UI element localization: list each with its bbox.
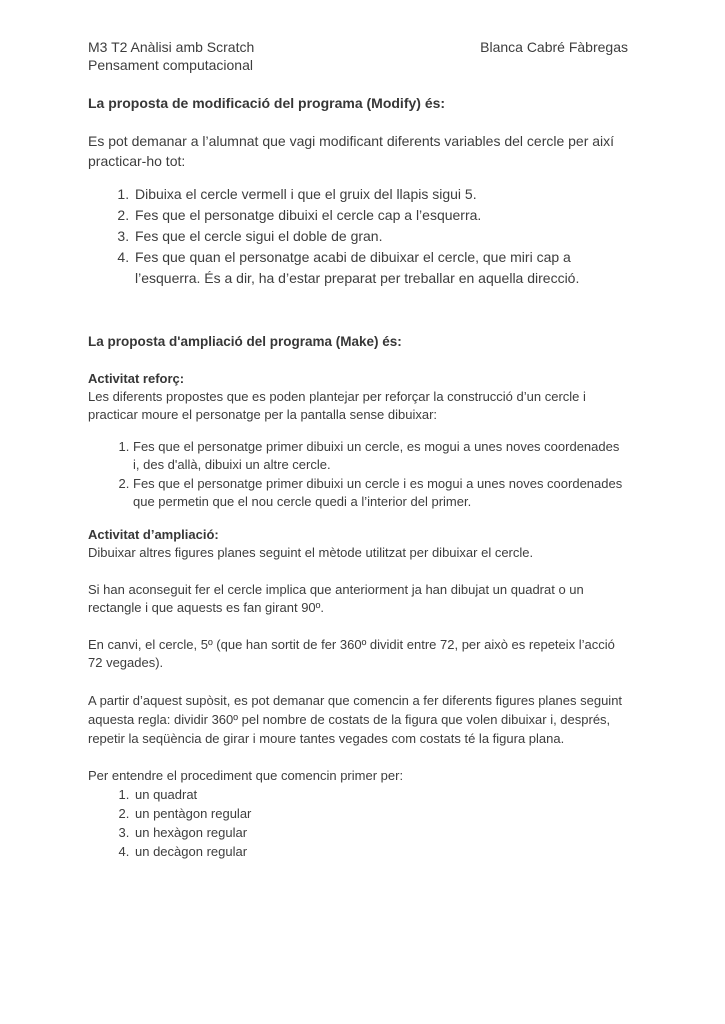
reinforcement-steps-list — [88, 438, 628, 511]
figure-item: 1. un quadrat — [133, 785, 628, 804]
extension-paragraph: A partir d’aquest supòsit, es pot demanar que comencin a fer diferents figures planes seguint aquesta regla: dividir 360º pel nombre de costats de la figura que volen dibuixar i, després, repetir la seqüència de girar i moure tantes vegades com costats té la figura plana. — [88, 692, 623, 746]
reinforcement-activity-title: Activitat reforç: — [88, 370, 185, 386]
extension-list-lead: Per entendre el procediment que comencin primer per: — [88, 767, 404, 783]
figures-list — [88, 785, 628, 861]
document-header — [88, 38, 628, 74]
make-section-heading: La proposta d'ampliació del programa (Make) és: — [88, 333, 402, 349]
modify-step: 3. Fes que el cercle sigui el doble de gran. — [133, 226, 628, 247]
modify-step: 4. Fes que quan el personatge acabi de dibuixar el cercle, que miri cap a l’esquerra. És a dir, ha d’estar preparat per treballar en aquella direcció. — [133, 247, 628, 289]
reinforcement-activity-intro: Les diferents propostes que es poden plantejar per reforçar la construcció d’un cercle i practicar moure el personatge per la pantalla sense dibuixar: — [88, 388, 586, 422]
header-row — [88, 38, 628, 56]
reinforcement-step: 1. Fes que el personatge primer dibuixi un cercle, es mogui a unes noves coordenades i, des d'allà, dibuixi un altre cercle. — [133, 438, 628, 474]
extension-activity-title: Activitat d’ampliació: — [88, 526, 219, 542]
modify-step: 2. Fes que el personatge dibuixi el cercle cap a l’esquerra. — [133, 205, 628, 226]
modify-step: 1. Dibuixa el cercle vermell i que el gruix del llapis sigui 5. — [133, 184, 628, 205]
figure-item: 3. un hexàgon regular — [133, 823, 628, 842]
figure-item: 2. un pentàgon regular — [133, 804, 628, 823]
figure-item: 4. un decàgon regular — [133, 842, 628, 861]
header-subject: Pensament computacional — [88, 57, 253, 73]
extension-paragraph: En canvi, el cercle, 5º (que han sortit de fer 360º dividit entre 72, per això es repeteix l’acció 72 vegades). — [88, 636, 615, 670]
header-author-name: Blanca Cabré Fàbregas — [480, 39, 628, 55]
modify-section-intro: Es pot demanar a l’alumnat que vagi modificant diferents variables del cercle per així practicar-ho tot: — [88, 132, 615, 169]
make-section — [88, 333, 628, 861]
reinforcement-step: 2. Fes que el personatge primer dibuixi un cercle i es mogui a unes noves coordenades que permetin que el nou cercle quedi a l’interior del primer. — [133, 475, 628, 511]
extension-paragraph: Si han aconseguit fer el cercle implica que anteriorment ja han dibujat un quadrat o un rectangle i que aquests es fan girant 90º. — [88, 581, 584, 615]
extension-paragraph: Dibuixar altres figures planes seguint el mètode utilitzat per dibuixar el cercle. — [88, 544, 534, 560]
header-course-title: M3 T2 Anàlisi amb Scratch — [88, 39, 255, 55]
modify-section-heading: La proposta de modificació del programa (Modify) és: — [88, 95, 446, 111]
modify-steps-list — [88, 184, 628, 289]
modify-section — [88, 94, 628, 289]
